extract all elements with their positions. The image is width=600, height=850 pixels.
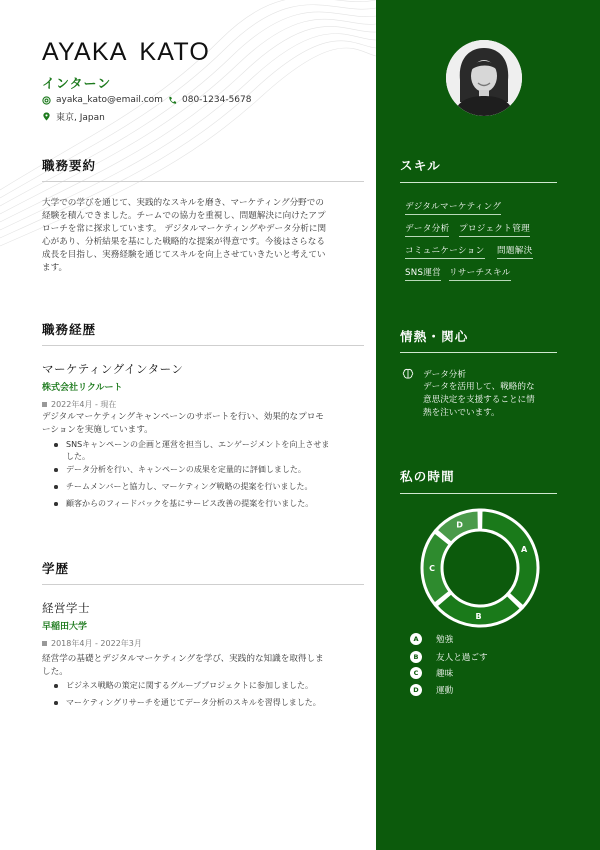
summary-line: 大学での学びを通じて、実践的なスキルを磨き、マーケティング分野での [42, 198, 324, 208]
profile-photo [446, 40, 522, 116]
contact-location [42, 110, 105, 123]
job-bullet-line: した。 [66, 452, 90, 461]
company-name: 株式会社リクルート [42, 383, 123, 393]
donut-label-b: B [475, 611, 482, 621]
skills-divider [400, 182, 557, 183]
education-description-line: した。 [42, 667, 68, 677]
job-description-line: ーションを実施しています。 [42, 425, 153, 435]
legend-marker: B [410, 651, 422, 663]
education-period [42, 638, 142, 649]
legend-item [410, 684, 453, 696]
legend-marker: A [410, 633, 422, 645]
donut-slice-c [422, 532, 450, 604]
legend-label: 勉強 [436, 635, 454, 645]
location-text: 東京, Japan [56, 113, 105, 123]
education-description [42, 653, 368, 679]
summary-line: ます。 [42, 263, 68, 273]
education-bullet: ビジネス戦略の策定に関するグループプロジェクトに参加しました。 [66, 680, 366, 692]
interests-divider [400, 352, 557, 353]
interest-name: データ分析 [423, 370, 466, 380]
legend-item [410, 667, 453, 679]
time-divider [400, 493, 557, 494]
job-title: マーケティングインターン [42, 362, 184, 376]
calendar-icon [42, 641, 47, 646]
job-period [42, 399, 116, 410]
donut-label-d: D [456, 520, 463, 530]
skill-tag: プロジェクト管理 [459, 222, 530, 237]
brain-icon [402, 368, 414, 380]
summary-line: 心があり、分析結果を基にした戦略的な提案が得意です。今後はさらなる [42, 237, 325, 247]
skill-tag: 問題解決 [497, 244, 533, 259]
job-description [42, 411, 368, 437]
legend-marker: C [410, 667, 422, 679]
school-name: 早稲田大学 [42, 622, 88, 632]
summary-heading: 職務要約 [42, 158, 97, 173]
legend-item [410, 651, 488, 663]
skills-heading: スキル [400, 158, 441, 173]
interest-description-line: 熱を注いでいます。 [423, 408, 500, 418]
education-heading: 学歴 [42, 561, 70, 576]
summary-text [42, 197, 368, 275]
legend-label: 運動 [436, 686, 454, 696]
time-donut-chart [419, 507, 541, 629]
at-icon [42, 96, 51, 105]
donut-slice-b [436, 593, 522, 626]
summary-divider [42, 181, 364, 182]
job-bullet [66, 439, 366, 463]
education-bullet: マーケティングリサーチを通じてデータ分析のスキルを習得しました。 [66, 697, 366, 709]
donut-slice-a [481, 510, 538, 607]
skill-tag: リサーチスキル [449, 266, 511, 281]
experience-divider [42, 345, 364, 346]
job-description-line: デジタルマーケティングキャンペーンのサポートを行い、効果的なプロモ [42, 412, 324, 422]
education-divider [42, 584, 364, 585]
experience-heading: 職務経歴 [42, 322, 97, 337]
job-bullet-line: SNSキャンペーンの企画と運営を担当し、エンゲージメントを向上させま [66, 440, 330, 449]
location-pin-icon [42, 112, 51, 121]
phone-icon [168, 96, 177, 105]
sidebar [376, 0, 600, 850]
job-period-text: 2022年4月 - 現在 [51, 400, 117, 409]
job-bullet: 顧客からのフィードバックを基にサービス改善の提案を行いました。 [66, 498, 366, 510]
skill-tag: データ分析 [405, 222, 449, 237]
skill-tag: コミュニケーション [405, 244, 485, 259]
time-heading: 私の時間 [400, 469, 455, 484]
interest-description-line: 意思決定を支援することに情 [423, 395, 535, 405]
contact-phone[interactable] [168, 95, 251, 105]
interest-description [423, 381, 555, 420]
legend-label: 友人と過ごす [436, 653, 488, 663]
donut-label-c: C [429, 564, 435, 573]
summary-line: ローチを常に探求しています。 デジタルマーケティングやデータ分析に関 [42, 224, 327, 234]
donut-label-a: A [520, 544, 528, 554]
interest-description-line: データを活用して、戦略的な [423, 382, 535, 392]
degree-title: 経営学士 [42, 601, 90, 615]
calendar-icon [42, 402, 47, 407]
legend-marker: D [410, 684, 422, 696]
candidate-role: インターン [42, 77, 112, 92]
education-period-text: 2018年4月 - 2022年3月 [51, 639, 142, 648]
summary-line: 成長を目指し、実務経験を通じてスキルを向上させていきたいと考えてい [42, 250, 326, 260]
legend-label: 趣味 [436, 669, 454, 679]
skill-tag: SNS運営 [405, 266, 441, 281]
legend-item [410, 633, 453, 645]
email-text: ayaka_kato@email.com [56, 95, 163, 105]
job-bullet: チームメンバーと協力し、マーケティング戦略の提案を行いました。 [66, 481, 366, 493]
summary-line: 経験を積んできました。チームでの協力を重視し、問題解決に向けたアプ [42, 211, 326, 221]
education-description-line: 経営学の基礎とデジタルマーケティングを学び、実践的な知識を取得しま [42, 654, 324, 664]
skill-tag: デジタルマーケティング [405, 200, 501, 215]
phone-text: 080-1234-5678 [182, 95, 252, 105]
profile-avatar-illustration [446, 40, 522, 116]
job-bullet: データ分析を行い、キャンペーンの成果を定量的に評価しました。 [66, 464, 366, 476]
candidate-name: AYAKA KATO [42, 38, 210, 66]
contact-email[interactable] [42, 95, 163, 105]
interests-heading: 情熱・関心 [400, 329, 469, 344]
